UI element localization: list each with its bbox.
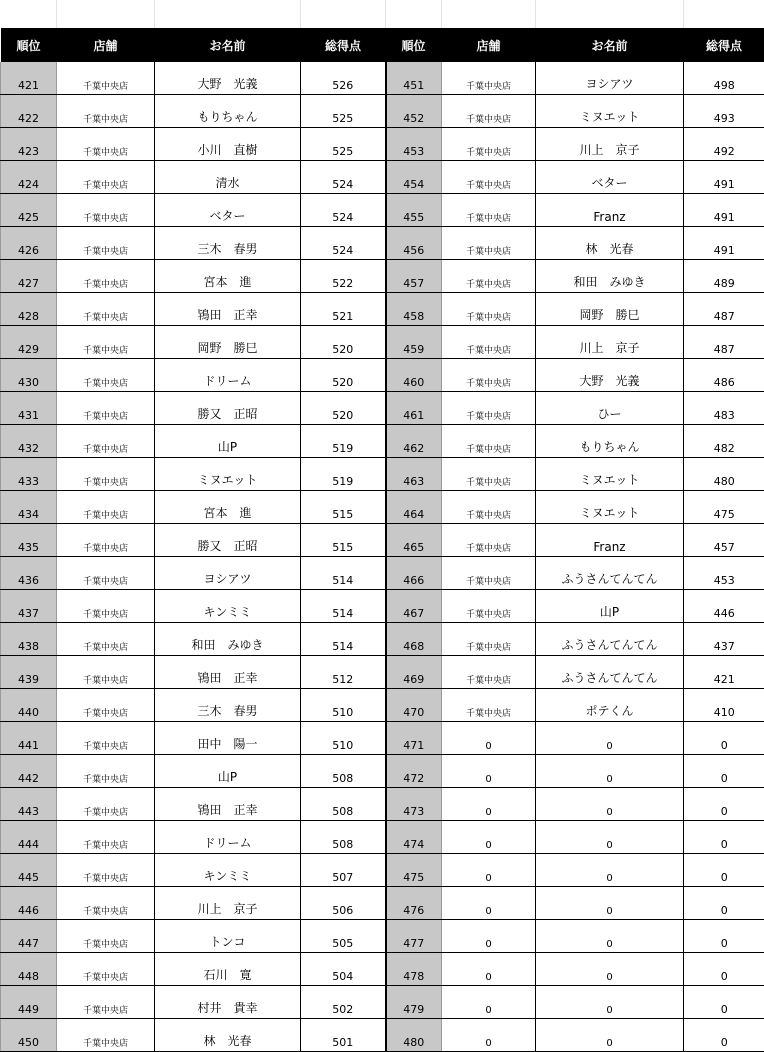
table-row bbox=[1, 359, 764, 392]
score-cell[interactable]: 506 bbox=[301, 887, 386, 920]
store-cell[interactable]: 千葉中央店 bbox=[57, 260, 155, 293]
store-cell[interactable]: 千葉中央店 bbox=[57, 755, 155, 788]
store-cell[interactable]: 千葉中央店 bbox=[57, 161, 155, 194]
name-cell[interactable]: 三木 春男 bbox=[155, 689, 301, 722]
score-cell[interactable]: 482 bbox=[684, 425, 764, 458]
store-cell[interactable]: 千葉中央店 bbox=[57, 194, 155, 227]
store-cell[interactable]: 千葉中央店 bbox=[442, 524, 536, 557]
name-cell[interactable]: 川上 京子 bbox=[536, 326, 684, 359]
rank-cell[interactable]: 424 bbox=[1, 161, 57, 194]
score-cell[interactable]: 510 bbox=[301, 689, 386, 722]
name-cell[interactable]: ミヌエット bbox=[536, 95, 684, 128]
name-cell[interactable]: 大野 光義 bbox=[155, 62, 301, 95]
store-cell[interactable]: 千葉中央店 bbox=[57, 293, 155, 326]
store-cell[interactable]: 千葉中央店 bbox=[442, 491, 536, 524]
table-row bbox=[1, 161, 764, 194]
table-row bbox=[1, 62, 764, 95]
table-row bbox=[1, 326, 764, 359]
score-cell[interactable]: 0 bbox=[684, 887, 764, 920]
store-cell[interactable]: 千葉中央店 bbox=[57, 953, 155, 986]
name-cell[interactable]: ひー bbox=[536, 392, 684, 425]
name-cell[interactable]: 清水 bbox=[155, 161, 301, 194]
rank-cell[interactable]: 444 bbox=[1, 821, 57, 854]
score-cell[interactable]: 483 bbox=[684, 392, 764, 425]
rank-cell[interactable]: 432 bbox=[1, 425, 57, 458]
name-cell[interactable]: 0 bbox=[536, 821, 684, 854]
name-cell[interactable]: 0 bbox=[536, 755, 684, 788]
score-cell[interactable]: 521 bbox=[301, 293, 386, 326]
rank-cell[interactable]: 445 bbox=[1, 854, 57, 887]
name-cell[interactable]: ヨシアツ bbox=[536, 62, 684, 95]
score-cell[interactable]: 508 bbox=[301, 821, 386, 854]
rank-cell[interactable]: 457 bbox=[386, 260, 442, 293]
store-cell[interactable]: 0 bbox=[442, 887, 536, 920]
name-cell[interactable]: ミヌエット bbox=[155, 458, 301, 491]
header-score: 総得点 bbox=[301, 28, 386, 62]
score-cell[interactable]: 453 bbox=[684, 557, 764, 590]
store-cell[interactable]: 千葉中央店 bbox=[442, 194, 536, 227]
name-cell[interactable]: 0 bbox=[536, 920, 684, 953]
rank-cell[interactable]: 456 bbox=[386, 227, 442, 260]
rank-cell[interactable]: 438 bbox=[1, 623, 57, 656]
score-cell[interactable]: 0 bbox=[684, 854, 764, 887]
store-cell[interactable]: 千葉中央店 bbox=[57, 590, 155, 623]
score-cell[interactable]: 457 bbox=[684, 524, 764, 557]
table-row bbox=[1, 953, 764, 986]
rank-cell[interactable]: 421 bbox=[1, 62, 57, 95]
name-cell[interactable]: もりちゃん bbox=[536, 425, 684, 458]
store-cell[interactable]: 千葉中央店 bbox=[57, 854, 155, 887]
score-cell[interactable]: 519 bbox=[301, 425, 386, 458]
table-row bbox=[1, 293, 764, 326]
score-cell[interactable]: 498 bbox=[684, 62, 764, 95]
store-cell[interactable]: 千葉中央店 bbox=[57, 1019, 155, 1052]
score-cell[interactable]: 508 bbox=[301, 788, 386, 821]
score-cell[interactable]: 0 bbox=[684, 986, 764, 1019]
table-row bbox=[1, 260, 764, 293]
rank-cell[interactable]: 453 bbox=[386, 128, 442, 161]
rank-cell[interactable]: 469 bbox=[386, 656, 442, 689]
name-cell[interactable]: ふうさんてんてん bbox=[536, 557, 684, 590]
store-cell[interactable]: 0 bbox=[442, 986, 536, 1019]
store-cell[interactable]: 0 bbox=[442, 920, 536, 953]
score-cell[interactable]: 489 bbox=[684, 260, 764, 293]
name-cell[interactable]: キンミミ bbox=[155, 854, 301, 887]
score-cell[interactable]: 421 bbox=[684, 656, 764, 689]
table-row bbox=[1, 194, 764, 227]
table-row bbox=[1, 920, 764, 953]
score-cell[interactable]: 502 bbox=[301, 986, 386, 1019]
store-cell[interactable]: 0 bbox=[442, 788, 536, 821]
store-cell[interactable]: 千葉中央店 bbox=[442, 689, 536, 722]
table-row bbox=[1, 887, 764, 920]
rank-cell[interactable]: 423 bbox=[1, 128, 57, 161]
score-cell[interactable]: 514 bbox=[301, 557, 386, 590]
store-cell[interactable]: 千葉中央店 bbox=[442, 62, 536, 95]
rank-cell[interactable]: 443 bbox=[1, 788, 57, 821]
rank-cell[interactable]: 452 bbox=[386, 95, 442, 128]
score-cell[interactable]: 507 bbox=[301, 854, 386, 887]
name-cell[interactable]: 勝又 正昭 bbox=[155, 524, 301, 557]
header-name: お名前 bbox=[536, 28, 684, 62]
score-cell[interactable]: 525 bbox=[301, 128, 386, 161]
header-row bbox=[1, 28, 764, 62]
store-cell[interactable]: 千葉中央店 bbox=[57, 458, 155, 491]
name-cell[interactable]: 石川 寛 bbox=[155, 953, 301, 986]
score-cell[interactable]: 0 bbox=[684, 788, 764, 821]
score-cell[interactable]: 505 bbox=[301, 920, 386, 953]
name-cell[interactable]: ドリーム bbox=[155, 821, 301, 854]
table-row bbox=[1, 227, 764, 260]
score-cell[interactable]: 0 bbox=[684, 1019, 764, 1052]
score-cell[interactable]: 491 bbox=[684, 161, 764, 194]
store-cell[interactable]: 千葉中央店 bbox=[57, 920, 155, 953]
name-cell[interactable]: ベター bbox=[536, 161, 684, 194]
store-cell[interactable]: 千葉中央店 bbox=[442, 326, 536, 359]
name-cell[interactable]: 0 bbox=[536, 788, 684, 821]
rank-cell[interactable]: 476 bbox=[386, 887, 442, 920]
score-cell[interactable]: 475 bbox=[684, 491, 764, 524]
name-cell[interactable]: 0 bbox=[536, 986, 684, 1019]
name-cell[interactable]: ベター bbox=[155, 194, 301, 227]
ranking-table bbox=[0, 28, 764, 1052]
store-cell[interactable]: 千葉中央店 bbox=[442, 392, 536, 425]
name-cell[interactable]: 林 光春 bbox=[536, 227, 684, 260]
table-row bbox=[1, 689, 764, 722]
rank-cell[interactable]: 471 bbox=[386, 722, 442, 755]
rank-cell[interactable]: 480 bbox=[386, 1019, 442, 1052]
store-cell[interactable]: 千葉中央店 bbox=[57, 62, 155, 95]
ranking-body bbox=[1, 62, 764, 1052]
name-cell[interactable]: 川上 京子 bbox=[155, 887, 301, 920]
store-cell[interactable]: 0 bbox=[442, 953, 536, 986]
rank-cell[interactable]: 430 bbox=[1, 359, 57, 392]
rank-cell[interactable]: 446 bbox=[1, 887, 57, 920]
header-store: 店舗 bbox=[442, 28, 536, 62]
store-cell[interactable]: 千葉中央店 bbox=[442, 623, 536, 656]
name-cell[interactable]: 岡野 勝巳 bbox=[155, 326, 301, 359]
name-cell[interactable]: 和田 みゆき bbox=[536, 260, 684, 293]
rank-cell[interactable]: 459 bbox=[386, 326, 442, 359]
store-cell[interactable]: 千葉中央店 bbox=[57, 425, 155, 458]
name-cell[interactable]: ふうさんてんてん bbox=[536, 623, 684, 656]
store-cell[interactable]: 千葉中央店 bbox=[57, 887, 155, 920]
rank-cell[interactable]: 473 bbox=[386, 788, 442, 821]
score-cell[interactable]: 504 bbox=[301, 953, 386, 986]
store-cell[interactable]: 0 bbox=[442, 1019, 536, 1052]
store-cell[interactable]: 千葉中央店 bbox=[442, 458, 536, 491]
table-row bbox=[1, 590, 764, 623]
score-cell[interactable]: 525 bbox=[301, 95, 386, 128]
rank-cell[interactable]: 440 bbox=[1, 689, 57, 722]
name-cell[interactable]: ふうさんてんてん bbox=[536, 656, 684, 689]
name-cell[interactable]: 鴇田 正幸 bbox=[155, 656, 301, 689]
header-name: お名前 bbox=[155, 28, 301, 62]
table-row bbox=[1, 722, 764, 755]
rank-cell[interactable]: 434 bbox=[1, 491, 57, 524]
store-cell[interactable]: 千葉中央店 bbox=[57, 227, 155, 260]
score-cell[interactable]: 520 bbox=[301, 359, 386, 392]
rank-cell[interactable]: 450 bbox=[1, 1019, 57, 1052]
store-cell[interactable]: 千葉中央店 bbox=[442, 227, 536, 260]
name-cell[interactable]: Franz bbox=[536, 194, 684, 227]
name-cell[interactable]: ドリーム bbox=[155, 359, 301, 392]
rank-cell[interactable]: 461 bbox=[386, 392, 442, 425]
score-cell[interactable]: 510 bbox=[301, 722, 386, 755]
store-cell[interactable]: 千葉中央店 bbox=[442, 293, 536, 326]
name-cell[interactable]: 田中 陽一 bbox=[155, 722, 301, 755]
store-cell[interactable]: 千葉中央店 bbox=[442, 95, 536, 128]
store-cell[interactable]: 千葉中央店 bbox=[57, 95, 155, 128]
score-cell[interactable]: 524 bbox=[301, 161, 386, 194]
table-row bbox=[1, 392, 764, 425]
score-cell[interactable]: 480 bbox=[684, 458, 764, 491]
name-cell[interactable]: 0 bbox=[536, 887, 684, 920]
rank-cell[interactable]: 435 bbox=[1, 524, 57, 557]
name-cell[interactable]: ヨシアツ bbox=[155, 557, 301, 590]
score-cell[interactable]: 492 bbox=[684, 128, 764, 161]
name-cell[interactable]: 勝又 正昭 bbox=[155, 392, 301, 425]
store-cell[interactable]: 0 bbox=[442, 722, 536, 755]
name-cell[interactable]: ミヌエット bbox=[536, 491, 684, 524]
rank-cell[interactable]: 425 bbox=[1, 194, 57, 227]
table-row bbox=[1, 458, 764, 491]
rank-cell[interactable]: 428 bbox=[1, 293, 57, 326]
table-row bbox=[1, 524, 764, 557]
name-cell[interactable]: 大野 光義 bbox=[536, 359, 684, 392]
name-cell[interactable]: キンミミ bbox=[155, 590, 301, 623]
name-cell[interactable]: 0 bbox=[536, 1019, 684, 1052]
rank-cell[interactable]: 431 bbox=[1, 392, 57, 425]
rank-cell[interactable]: 478 bbox=[386, 953, 442, 986]
table-row bbox=[1, 986, 764, 1019]
score-cell[interactable]: 512 bbox=[301, 656, 386, 689]
rank-cell[interactable]: 439 bbox=[1, 656, 57, 689]
store-cell[interactable]: 千葉中央店 bbox=[57, 821, 155, 854]
store-cell[interactable]: 千葉中央店 bbox=[57, 491, 155, 524]
score-cell[interactable]: 514 bbox=[301, 590, 386, 623]
store-cell[interactable]: 千葉中央店 bbox=[442, 557, 536, 590]
score-cell[interactable]: 437 bbox=[684, 623, 764, 656]
name-cell[interactable]: 山P bbox=[155, 425, 301, 458]
header-score: 総得点 bbox=[684, 28, 764, 62]
score-cell[interactable]: 0 bbox=[684, 821, 764, 854]
table-row bbox=[1, 491, 764, 524]
table-row bbox=[1, 128, 764, 161]
name-cell[interactable]: Franz bbox=[536, 524, 684, 557]
rank-cell[interactable]: 455 bbox=[386, 194, 442, 227]
score-cell[interactable]: 491 bbox=[684, 194, 764, 227]
store-cell[interactable]: 0 bbox=[442, 854, 536, 887]
name-cell[interactable]: ミヌエット bbox=[536, 458, 684, 491]
score-cell[interactable]: 0 bbox=[684, 953, 764, 986]
score-cell[interactable]: 526 bbox=[301, 62, 386, 95]
score-cell[interactable]: 410 bbox=[684, 689, 764, 722]
rank-cell[interactable]: 429 bbox=[1, 326, 57, 359]
store-cell[interactable]: 0 bbox=[442, 755, 536, 788]
name-cell[interactable]: 岡野 勝巳 bbox=[536, 293, 684, 326]
store-cell[interactable]: 千葉中央店 bbox=[57, 557, 155, 590]
rank-cell[interactable]: 433 bbox=[1, 458, 57, 491]
score-cell[interactable]: 487 bbox=[684, 326, 764, 359]
name-cell[interactable]: 宮本 進 bbox=[155, 260, 301, 293]
name-cell[interactable]: 0 bbox=[536, 854, 684, 887]
score-cell[interactable]: 508 bbox=[301, 755, 386, 788]
rank-cell[interactable]: 462 bbox=[386, 425, 442, 458]
rank-cell[interactable]: 426 bbox=[1, 227, 57, 260]
store-cell[interactable]: 千葉中央店 bbox=[442, 359, 536, 392]
store-cell[interactable]: 千葉中央店 bbox=[57, 656, 155, 689]
score-cell[interactable]: 514 bbox=[301, 623, 386, 656]
store-cell[interactable]: 千葉中央店 bbox=[57, 689, 155, 722]
store-cell[interactable]: 千葉中央店 bbox=[442, 260, 536, 293]
rank-cell[interactable]: 472 bbox=[386, 755, 442, 788]
rank-cell[interactable]: 463 bbox=[386, 458, 442, 491]
name-cell[interactable]: 三木 春男 bbox=[155, 227, 301, 260]
score-cell[interactable]: 520 bbox=[301, 326, 386, 359]
rank-cell[interactable]: 436 bbox=[1, 557, 57, 590]
table-row bbox=[1, 95, 764, 128]
header-rank: 順位 bbox=[1, 28, 57, 62]
name-cell[interactable]: 鴇田 正幸 bbox=[155, 293, 301, 326]
score-cell[interactable]: 0 bbox=[684, 722, 764, 755]
score-cell[interactable]: 519 bbox=[301, 458, 386, 491]
score-cell[interactable]: 446 bbox=[684, 590, 764, 623]
rank-cell[interactable]: 442 bbox=[1, 755, 57, 788]
store-cell[interactable]: 千葉中央店 bbox=[57, 623, 155, 656]
header-store: 店舗 bbox=[57, 28, 155, 62]
name-cell[interactable]: 宮本 進 bbox=[155, 491, 301, 524]
score-cell[interactable]: 522 bbox=[301, 260, 386, 293]
store-cell[interactable]: 千葉中央店 bbox=[57, 128, 155, 161]
score-cell[interactable]: 515 bbox=[301, 491, 386, 524]
score-cell[interactable]: 0 bbox=[684, 920, 764, 953]
rank-cell[interactable]: 479 bbox=[386, 986, 442, 1019]
rank-cell[interactable]: 422 bbox=[1, 95, 57, 128]
rank-cell[interactable]: 449 bbox=[1, 986, 57, 1019]
store-cell[interactable]: 千葉中央店 bbox=[442, 425, 536, 458]
rank-cell[interactable]: 441 bbox=[1, 722, 57, 755]
rank-cell[interactable]: 427 bbox=[1, 260, 57, 293]
store-cell[interactable]: 千葉中央店 bbox=[442, 161, 536, 194]
rank-cell[interactable]: 466 bbox=[386, 557, 442, 590]
store-cell[interactable]: 0 bbox=[442, 821, 536, 854]
rank-cell[interactable]: 468 bbox=[386, 623, 442, 656]
table-row bbox=[1, 854, 764, 887]
rank-cell[interactable]: 475 bbox=[386, 854, 442, 887]
rank-cell[interactable]: 458 bbox=[386, 293, 442, 326]
score-cell[interactable]: 486 bbox=[684, 359, 764, 392]
table-row bbox=[1, 425, 764, 458]
store-cell[interactable]: 千葉中央店 bbox=[57, 392, 155, 425]
rank-cell[interactable]: 465 bbox=[386, 524, 442, 557]
store-cell[interactable]: 千葉中央店 bbox=[57, 326, 155, 359]
rank-cell[interactable]: 448 bbox=[1, 953, 57, 986]
name-cell[interactable]: 小川 直樹 bbox=[155, 128, 301, 161]
table-row bbox=[1, 557, 764, 590]
name-cell[interactable]: 山P bbox=[536, 590, 684, 623]
table-row bbox=[1, 788, 764, 821]
score-cell[interactable]: 487 bbox=[684, 293, 764, 326]
table-row bbox=[1, 623, 764, 656]
rank-cell[interactable]: 437 bbox=[1, 590, 57, 623]
name-cell[interactable]: 0 bbox=[536, 953, 684, 986]
score-cell[interactable]: 515 bbox=[301, 524, 386, 557]
store-cell[interactable]: 千葉中央店 bbox=[442, 656, 536, 689]
header-rank: 順位 bbox=[386, 28, 442, 62]
name-cell[interactable]: トンコ bbox=[155, 920, 301, 953]
score-cell[interactable]: 501 bbox=[301, 1019, 386, 1052]
name-cell[interactable]: 川上 京子 bbox=[536, 128, 684, 161]
name-cell[interactable]: 鴇田 正幸 bbox=[155, 788, 301, 821]
rank-cell[interactable]: 470 bbox=[386, 689, 442, 722]
store-cell[interactable]: 千葉中央店 bbox=[442, 590, 536, 623]
rank-cell[interactable]: 467 bbox=[386, 590, 442, 623]
rank-cell[interactable]: 474 bbox=[386, 821, 442, 854]
score-cell[interactable]: 0 bbox=[684, 755, 764, 788]
store-cell[interactable]: 千葉中央店 bbox=[57, 986, 155, 1019]
rank-cell[interactable]: 464 bbox=[386, 491, 442, 524]
score-cell[interactable]: 524 bbox=[301, 227, 386, 260]
name-cell[interactable]: もりちゃん bbox=[155, 95, 301, 128]
score-cell[interactable]: 491 bbox=[684, 227, 764, 260]
table-row bbox=[1, 821, 764, 854]
rank-cell[interactable]: 477 bbox=[386, 920, 442, 953]
table-row bbox=[1, 656, 764, 689]
name-cell[interactable]: 和田 みゆき bbox=[155, 623, 301, 656]
name-cell[interactable]: 林 光春 bbox=[155, 1019, 301, 1052]
table-row bbox=[1, 1019, 764, 1052]
score-cell[interactable]: 493 bbox=[684, 95, 764, 128]
score-cell[interactable]: 524 bbox=[301, 194, 386, 227]
rank-cell[interactable]: 447 bbox=[1, 920, 57, 953]
rank-cell[interactable]: 460 bbox=[386, 359, 442, 392]
name-cell[interactable]: 村井 貴幸 bbox=[155, 986, 301, 1019]
store-cell[interactable]: 千葉中央店 bbox=[57, 788, 155, 821]
rank-cell[interactable]: 454 bbox=[386, 161, 442, 194]
table-row bbox=[1, 755, 764, 788]
name-cell[interactable]: 0 bbox=[536, 722, 684, 755]
name-cell[interactable]: ポテくん bbox=[536, 689, 684, 722]
store-cell[interactable]: 千葉中央店 bbox=[57, 359, 155, 392]
store-cell[interactable]: 千葉中央店 bbox=[442, 128, 536, 161]
store-cell[interactable]: 千葉中央店 bbox=[57, 524, 155, 557]
store-cell[interactable]: 千葉中央店 bbox=[57, 722, 155, 755]
score-cell[interactable]: 520 bbox=[301, 392, 386, 425]
name-cell[interactable]: 山P bbox=[155, 755, 301, 788]
rank-cell[interactable]: 451 bbox=[386, 62, 442, 95]
